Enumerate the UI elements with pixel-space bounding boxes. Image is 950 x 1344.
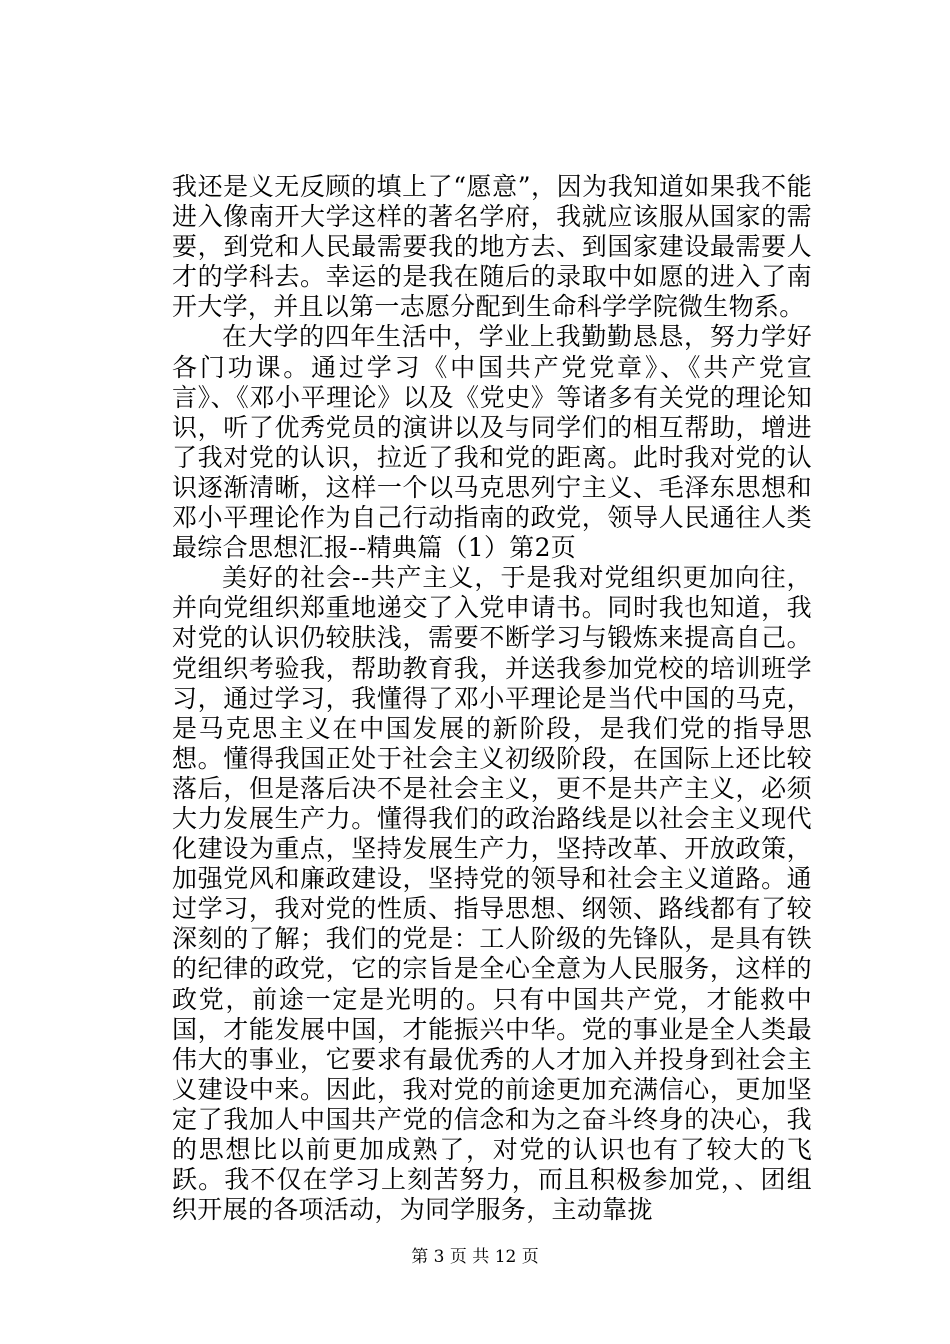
- paragraph-3: 美好的社会--共产主义，于是我对党组织更加向往，并向党组织郑重地递交了入党申请书。同时我也知道，我对党的认识仍较肤浅，需要不断学习与锻炼来提高自己。党组织考验我，帮助教育我，并送我参加党校的培训班学习，通过学习，我懂得了邓小平理论是当代中国的马克，是马克思主义在中国发展的新阶段，是我们党的指导思想。懂得我国正处于社会主义初级阶段，在国际上还比较落后，但是落后决不是社会主义，更不是共产主义，必须大力发展生产力。懂得我们的政治路线是以社会主义现代化建设为重点，坚持发展生产力，坚持改革、开放政策，加强党风和廉政建设，坚持党的领导和社会主义道路。通过学习，我对党的性质、指导思想、纲领、路线都有了较深刻的了解；我们的党是：工人阶级的先锋队，是具有铁的纪律的政党，它的宗旨是全心全意为人民服务，这样的政党，前途一定是光明的。只有中国共产党，才能救中国，才能发展中国，才能振兴中华。党的事业是全人类最伟大的事业，它要求有最优秀的人才加入并投身到社会主义建设中来。因此，我对党的前途更加充满信心，更加坚定了我加人中国共产党的信念和为之奋斗终身的决心，我的思想比以前更加成熟了，对党的认识也有了较大的飞跃。我不仅在学习上刻苦努力，而且积极参加党，、团组织开展的各项活动，为同学服务，主动靠拢: [172, 563, 812, 1225]
- paragraph-1: 我还是义无反顾的填上了“愿意”，因为我知道如果我不能进入像南开大学这样的著名学府，我就应该服从国家的需要，到党和人民最需要我的地方去、到国家建设最需要人才的学科去。幸运的是我在随后的录取中如愿的进入了南开大学，并且以第一志愿分配到生命科学学院微生物系。: [172, 172, 812, 322]
- document-body: [172, 172, 812, 1225]
- page-number-footer: 第 3 页 共 12 页: [411, 1247, 539, 1267]
- paragraph-2: 在大学的四年生活中，学业上我勤勤恳恳，努力学好各门功课。通过学习《中国共产党党章》、《共产党宣言》、《邓小平理论》以及《党史》等诸多有关党的理论知识，听了优秀党员的演讲以及与同学们的相互帮助，增进了我对党的认识，拉近了我和党的距离。此时我对党的认识逐渐清晰，这样一个以马克思列宁主义、毛泽东思想和邓小平理论作为自己行动指南的政党，领导人民通往人类最综合思想汇报--精典篇（1）第2页: [172, 322, 812, 563]
